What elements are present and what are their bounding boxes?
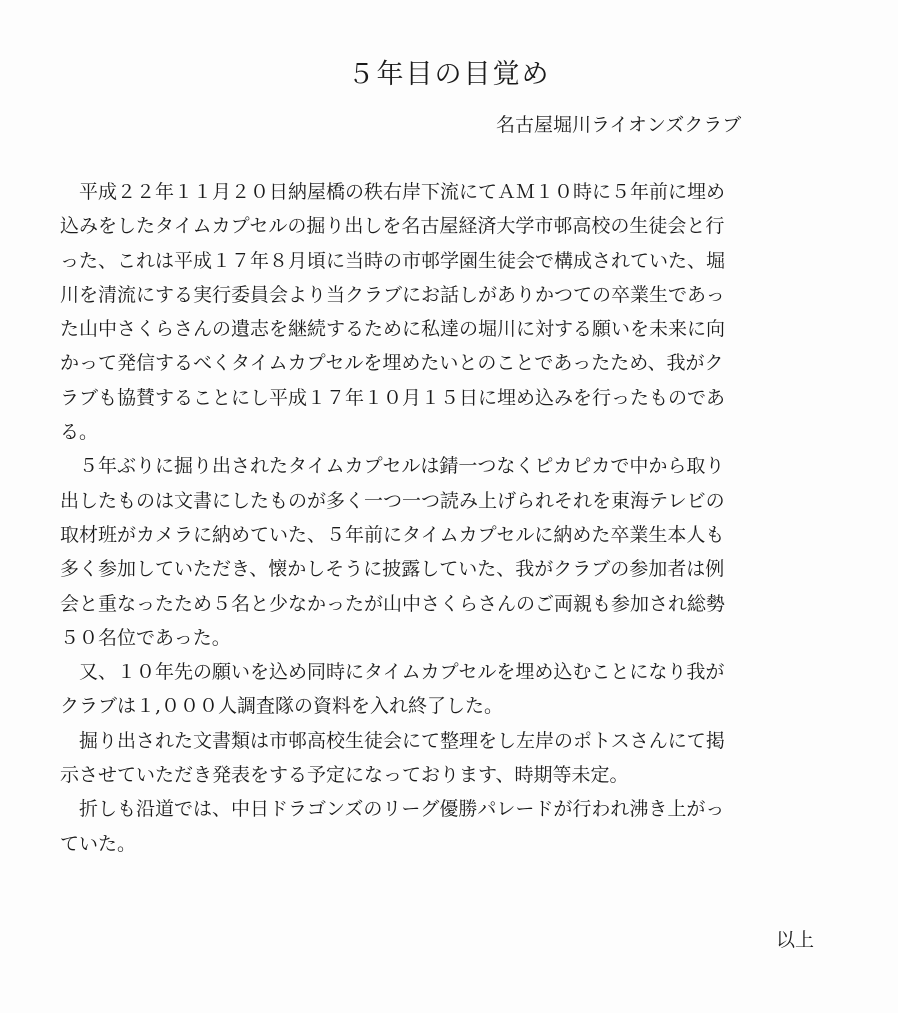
body-line: 掘り出された文書類は市邨高校生徒会にて整理をし左岸のポトスさんにて掲	[60, 729, 725, 752]
body-line: ５０名位であった。	[60, 626, 231, 649]
body-line: る。	[60, 421, 99, 444]
body-line: 会と重なったため５名と少なかったが山中さくらさんのご両親も参加され総勢	[60, 592, 726, 615]
body-line: ラブも協賛することにし平成１７年１０月１５日に埋め込みを行ったものであ	[60, 386, 726, 409]
body-line: ていた。	[60, 832, 137, 855]
body-line: かって発信するべくタイムカプセルを埋めたいとのことであったため、我がク	[60, 352, 724, 375]
body-line: 多く参加していただき、懐かしそうに披露していた、我がクラブの参加者は例	[60, 558, 725, 581]
document-title: ５年目の目覚め	[347, 59, 551, 90]
body-line: 又、１０年先の願いを込め同時にタイムカプセルを埋め込むことになり我が	[60, 661, 725, 684]
body-line: 川を清流にする実行委員会より当クラブにお話しがありかつての卒業生であっ	[60, 283, 725, 306]
body-line: た山中さくらさんの遺志を継続するために私達の堀川に対する願いを未来に向	[60, 318, 726, 341]
body-line: クラブは１,０００人調査隊の資料を入れ終了した。	[60, 695, 504, 718]
body-line: ５年ぶりに掘り出されたタイムカプセルは錆一つなくピカピカで中から取り	[60, 455, 725, 478]
body-line: 折しも沿道では、中日ドラゴンズのリーグ優勝パレードが行われ沸き上がっ	[60, 798, 725, 821]
body-line: 取材班がカメラに納めていた、５年前にタイムカプセルに納めた卒業生本人も	[60, 523, 725, 546]
body-line: 示させていただき発表をする予定になっております、時期等未定。	[60, 764, 629, 787]
body-line: 出したものは文書にしたものが多く一つ一つ読み上げられそれを東海テレビの	[60, 489, 725, 512]
body-line: 込みをしたタイムカプセルの掘り出しを名古屋経済大学市邨高校の生徒会と行	[60, 215, 725, 238]
body-line: った、これは平成１７年８月頃に当時の市邨学園生徒会で構成されていた、堀	[60, 249, 726, 272]
organization-name: 名古屋堀川ライオンズクラブ	[496, 114, 742, 136]
body-line: 平成２２年１１月２０日納屋橋の秩右岸下流にてＡＭ１０時に５年前に埋め	[60, 181, 726, 203]
closing-text: 以上	[776, 929, 815, 951]
document-body	[60, 175, 820, 861]
